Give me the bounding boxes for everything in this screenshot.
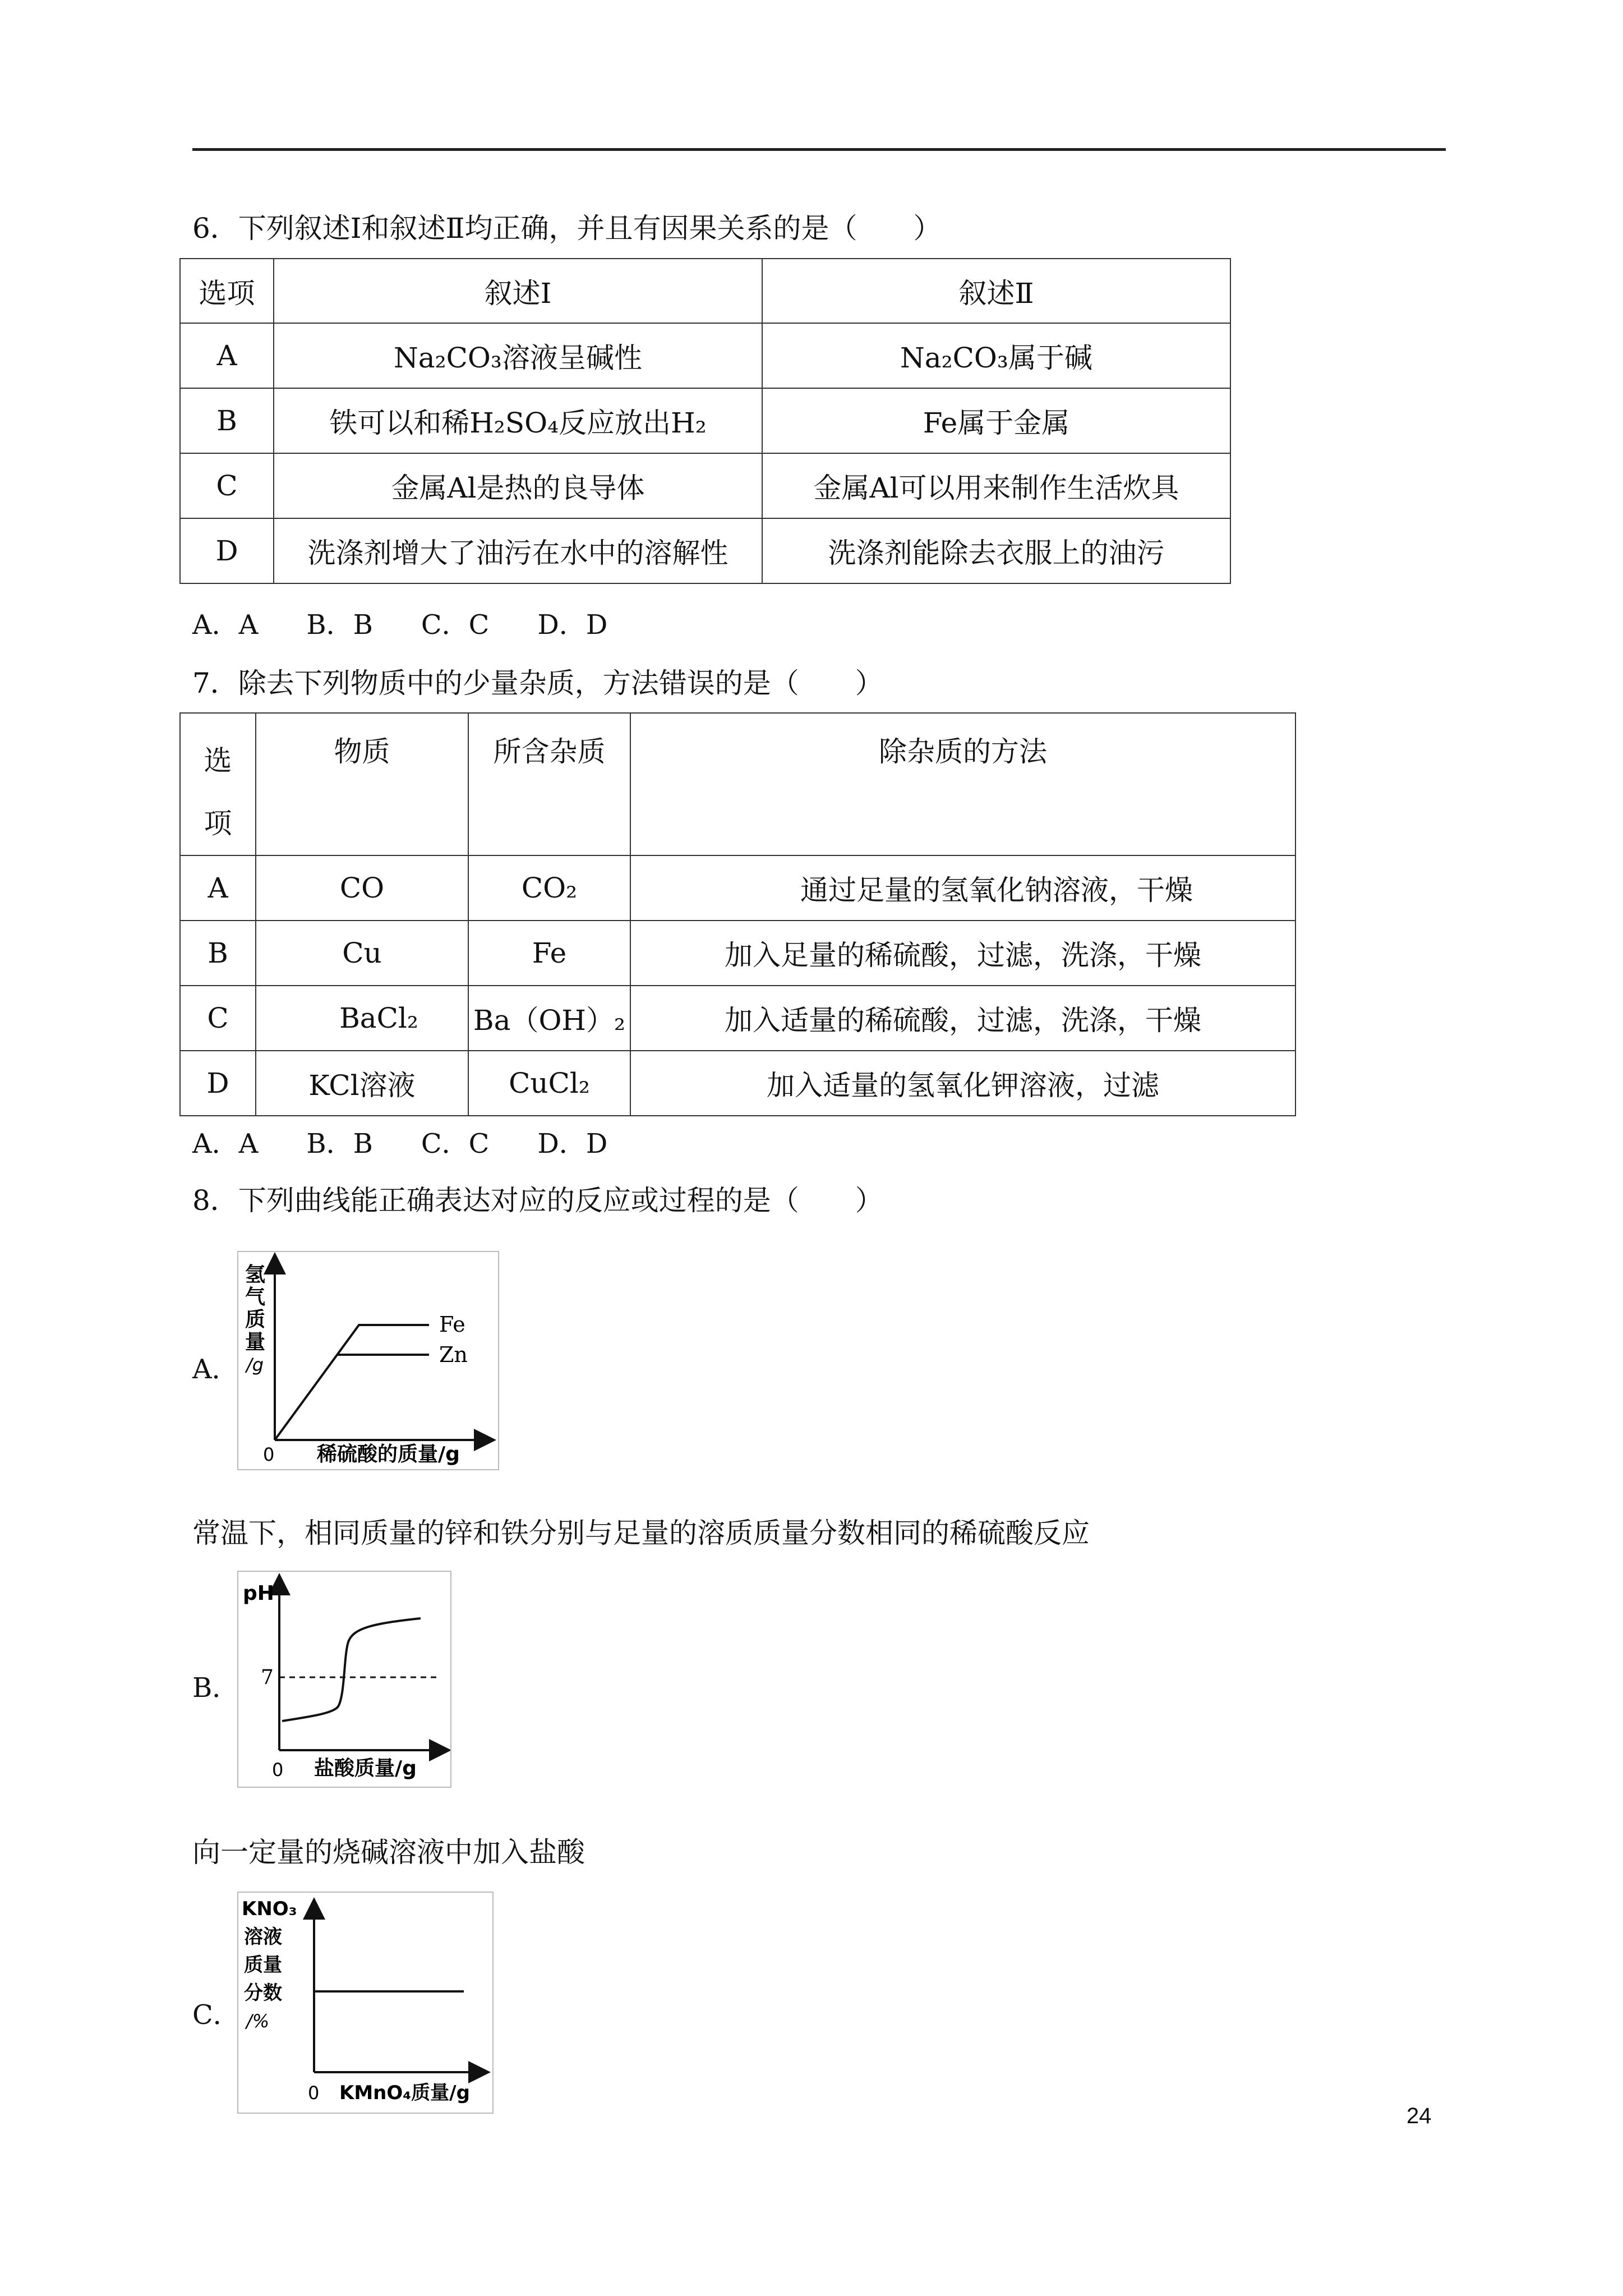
q7-row-method: 加入适量的稀硫酸，过滤，洗涤，干燥 <box>630 986 1295 1051</box>
q7-row-substance: CO <box>256 855 468 921</box>
q7-table <box>179 712 1296 1116</box>
y-unit-label: /g <box>246 1354 264 1375</box>
q6-choices <box>192 603 656 642</box>
y-label-line: 质量 <box>244 1954 282 1976</box>
q6-row-statement-1: 铁可以和稀H₂SO₄反应放出H₂ <box>274 388 762 453</box>
table-row <box>180 1051 1295 1116</box>
header-rule <box>192 148 1446 151</box>
q6-stem: 6．下列叙述Ⅰ和叙述Ⅱ均正确，并且有因果关系的是（ ） <box>192 212 942 245</box>
table-row <box>180 855 1295 921</box>
q8-option-a-label: A． <box>192 1354 239 1385</box>
q7-choice-d: D．D <box>537 1128 608 1159</box>
q7-choice-b: B．B <box>306 1128 373 1159</box>
q7-row-method: 加入适量的氢氧化钾溶液，过滤 <box>630 1051 1295 1116</box>
q7-stem: 7．除去下列物质中的少量杂质，方法错误的是（ ） <box>192 667 883 700</box>
q7-row-impurity: Fe <box>468 921 630 986</box>
q6-row-statement-2: Na₂CO₃属于碱 <box>762 323 1230 388</box>
q6-header-statement-1: 叙述Ⅰ <box>274 259 762 323</box>
q7-choice-a: A．A <box>192 1128 259 1159</box>
q6-row-statement-2: 金属Al可以用来制作生活炊具 <box>762 453 1230 518</box>
q7-header-substance: 物质 <box>256 713 468 855</box>
origin-label: 0 <box>308 2082 320 2104</box>
y-label-line: KNO₃ <box>242 1898 297 1920</box>
q6-row-statement-2: 洗涤剂能除去衣服上的油污 <box>762 518 1230 583</box>
q7-row-option: D <box>180 1051 256 1116</box>
table-header-row <box>180 259 1230 323</box>
table-row <box>180 518 1230 583</box>
ph7-tick-label: 7 <box>261 1666 274 1689</box>
table-row <box>180 921 1295 986</box>
q6-row-statement-1: 洗涤剂增大了油污在水中的溶解性 <box>274 518 762 583</box>
q6-table <box>179 258 1231 584</box>
x-axis-label: KMnO₄质量/g <box>339 2082 470 2104</box>
q7-row-option: A <box>180 855 256 921</box>
table-row <box>180 453 1230 518</box>
q8-option-a-graph <box>237 1251 499 1470</box>
q8-stem: 8．下列曲线能正确表达对应的反应或过程的是（ ） <box>192 1184 883 1217</box>
q6-header-option: 选项 <box>180 259 274 323</box>
q7-row-impurity: CO₂ <box>468 855 630 921</box>
table-row <box>180 323 1230 388</box>
page-number: 24 <box>1407 2104 1432 2128</box>
q7-row-method: 加入足量的稀硫酸，过滤，洗涤，干燥 <box>630 921 1295 986</box>
y-label-char: 氢 <box>245 1263 266 1286</box>
q6-row-option: C <box>180 453 274 518</box>
q7-header-option-text: 选项 <box>204 744 232 840</box>
y-label-line: 分数 <box>244 1982 282 2004</box>
q6-choice-d: D．D <box>537 609 608 641</box>
y-unit-label: /% <box>246 2010 270 2032</box>
q8-option-b-label: B． <box>192 1672 239 1704</box>
x-axis-label: 盐酸质量/g <box>314 1757 417 1780</box>
q8-option-b-caption: 向一定量的烧碱溶液中加入盐酸 <box>192 1836 585 1869</box>
table-row <box>180 986 1295 1051</box>
q7-header-method: 除杂质的方法 <box>630 713 1295 855</box>
q7-row-substance: BaCl₂ <box>256 986 468 1051</box>
q6-choice-b: B．B <box>306 609 373 641</box>
table-header-row <box>180 713 1295 855</box>
q6-row-statement-1: Na₂CO₃溶液呈碱性 <box>274 323 762 388</box>
q7-row-method: 通过足量的氢氧化钠溶液，干燥 <box>630 855 1295 921</box>
q6-header-statement-2: 叙述Ⅱ <box>762 259 1230 323</box>
q7-header-impurity: 所含杂质 <box>468 713 630 855</box>
q6-choice-a: A．A <box>192 609 259 641</box>
origin-label: 0 <box>263 1444 275 1465</box>
q7-row-substance: KCl溶液 <box>256 1051 468 1116</box>
q7-header-option <box>180 713 256 855</box>
q7-row-substance: Cu <box>256 921 468 986</box>
q6-row-option: D <box>180 518 274 583</box>
q7-choices <box>192 1122 656 1161</box>
series-fe-line <box>275 1325 429 1440</box>
q8-option-c-label: C． <box>192 1999 240 2031</box>
series-fe-label: Fe <box>439 1312 465 1337</box>
q7-row-impurity: CuCl₂ <box>468 1051 630 1116</box>
x-axis-label: 稀硫酸的质量/g <box>317 1443 460 1466</box>
q7-row-option: C <box>180 986 256 1051</box>
q8-option-c-graph <box>237 1892 494 2114</box>
q6-choice-c: C．C <box>421 609 490 641</box>
q6-row-option: B <box>180 388 274 453</box>
q8-option-a-caption: 常温下，相同质量的锌和铁分别与足量的溶质质量分数相同的稀硫酸反应 <box>192 1517 1090 1549</box>
q7-row-impurity: Ba（OH）₂ <box>468 986 630 1051</box>
q7-choice-c: C．C <box>421 1128 490 1159</box>
q7-row-option: B <box>180 921 256 986</box>
table-row <box>180 388 1230 453</box>
y-label-char: 质 <box>245 1308 266 1331</box>
y-label-char: 气 <box>245 1286 266 1309</box>
origin-label: 0 <box>272 1759 284 1780</box>
y-label-char: 量 <box>245 1331 266 1354</box>
q6-row-statement-1: 金属Al是热的良导体 <box>274 453 762 518</box>
y-axis-label: pH <box>243 1582 274 1605</box>
q6-row-option: A <box>180 323 274 388</box>
series-zn-label: Zn <box>439 1342 468 1367</box>
ph-curve <box>282 1618 421 1721</box>
y-label-line: 溶液 <box>244 1926 282 1948</box>
q6-row-statement-2: Fe属于金属 <box>762 388 1230 453</box>
q8-option-b-graph <box>237 1571 451 1788</box>
